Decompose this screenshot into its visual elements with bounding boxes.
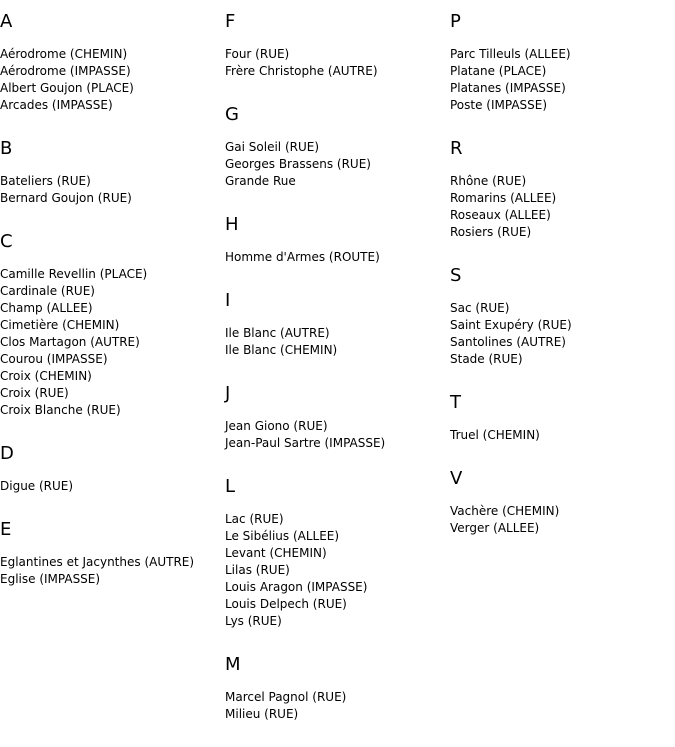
street-list: [0, 173, 225, 207]
street-link[interactable]: Verger (ALLEE): [450, 521, 540, 535]
street-list: [225, 249, 450, 266]
street-list: [225, 139, 450, 190]
street-list: [225, 46, 450, 80]
street-list: [450, 46, 675, 114]
street-link[interactable]: Eglise (IMPASSE): [0, 572, 101, 586]
street-link[interactable]: Champ (ALLEE): [0, 301, 93, 315]
street-list: [225, 511, 450, 630]
street-link[interactable]: Jean-Paul Sartre (IMPASSE): [225, 436, 386, 450]
street-link[interactable]: Arcades (IMPASSE): [0, 98, 113, 112]
street-link[interactable]: Camille Revellin (PLACE): [0, 267, 148, 281]
letter-heading: B: [0, 138, 13, 159]
street-column: [450, 11, 675, 561]
letter-heading: P: [450, 11, 461, 32]
street-list: [0, 46, 225, 114]
street-link[interactable]: Homme d'Armes (ROUTE): [225, 250, 380, 264]
street-link[interactable]: Georges Brassens (RUE): [225, 157, 371, 171]
street-link[interactable]: Jean Giono (RUE): [225, 419, 328, 433]
street-link[interactable]: Four (RUE): [225, 47, 290, 61]
letter-group: [0, 138, 225, 207]
street-link[interactable]: Clos Martagon (AUTRE): [0, 335, 140, 349]
letter-heading: V: [450, 468, 463, 489]
street-link[interactable]: Lac (RUE): [225, 512, 284, 526]
letter-group: [225, 476, 450, 630]
street-link[interactable]: Marcel Pagnol (RUE): [225, 690, 347, 704]
street-link[interactable]: Stade (RUE): [450, 352, 523, 366]
street-link[interactable]: Aérodrome (CHEMIN): [0, 47, 128, 61]
letter-group: [0, 11, 225, 114]
street-link[interactable]: Platanes (IMPASSE): [450, 81, 566, 95]
letter-heading: C: [0, 231, 13, 252]
street-link[interactable]: Lys (RUE): [225, 614, 282, 628]
street-link[interactable]: Poste (IMPASSE): [450, 98, 548, 112]
letter-group: [0, 519, 225, 588]
street-list: [450, 300, 675, 368]
letter-heading: D: [0, 443, 14, 464]
street-link[interactable]: Levant (CHEMIN): [225, 546, 327, 560]
street-link[interactable]: Romarins (ALLEE): [450, 191, 557, 205]
street-link[interactable]: Parc Tilleuls (ALLEE): [450, 47, 571, 61]
street-link[interactable]: Cardinale (RUE): [0, 284, 95, 298]
letter-group: [0, 231, 225, 419]
street-list: [0, 478, 225, 495]
street-list: [225, 418, 450, 452]
street-link[interactable]: Saint Exupéry (RUE): [450, 318, 572, 332]
street-link[interactable]: Ile Blanc (CHEMIN): [225, 343, 338, 357]
letter-group: [225, 11, 450, 80]
street-link[interactable]: Lilas (RUE): [225, 563, 290, 577]
street-list: [225, 325, 450, 359]
letter-group: [450, 138, 675, 241]
letter-heading: A: [0, 11, 13, 32]
street-list: [450, 173, 675, 241]
letter-heading: F: [225, 11, 236, 32]
street-link[interactable]: Santolines (AUTRE): [450, 335, 566, 349]
letter-group: [0, 443, 225, 495]
street-link[interactable]: Aérodrome (IMPASSE): [0, 64, 131, 78]
street-link[interactable]: Croix Blanche (RUE): [0, 403, 121, 417]
street-link[interactable]: Croix (CHEMIN): [0, 369, 92, 383]
letter-heading: E: [0, 519, 12, 540]
street-link[interactable]: Louis Delpech (RUE): [225, 597, 347, 611]
letter-heading: T: [450, 392, 461, 413]
street-link[interactable]: Albert Goujon (PLACE): [0, 81, 134, 95]
street-list: [225, 689, 450, 723]
street-link[interactable]: Truel (CHEMIN): [450, 428, 540, 442]
street-link[interactable]: Grande Rue: [225, 174, 296, 188]
letter-heading: L: [225, 476, 236, 497]
street-list: [450, 427, 675, 444]
street-link[interactable]: Bernard Goujon (RUE): [0, 191, 132, 205]
street-link[interactable]: Bateliers (RUE): [0, 174, 91, 188]
letter-group: [225, 383, 450, 452]
street-link[interactable]: Frère Christophe (AUTRE): [225, 64, 378, 78]
street-list: [0, 266, 225, 419]
letter-group: [225, 214, 450, 266]
street-list: [450, 503, 675, 537]
street-column: [225, 11, 450, 747]
street-link[interactable]: Rhône (RUE): [450, 174, 527, 188]
letter-group: [225, 290, 450, 359]
letter-heading: S: [450, 265, 462, 286]
street-column: [0, 11, 225, 612]
street-link[interactable]: Croix (RUE): [0, 386, 69, 400]
letter-heading: I: [225, 290, 231, 311]
street-list: [0, 554, 225, 588]
street-link[interactable]: Digue (RUE): [0, 479, 74, 493]
street-link[interactable]: Ile Blanc (AUTRE): [225, 326, 330, 340]
street-link[interactable]: Eglantines et Jacynthes (AUTRE): [0, 555, 195, 569]
letter-group: [450, 468, 675, 537]
street-link[interactable]: Rosiers (RUE): [450, 225, 532, 239]
letter-group: [225, 104, 450, 190]
letter-group: [450, 392, 675, 444]
letter-heading: J: [225, 383, 231, 404]
street-link[interactable]: Roseaux (ALLEE): [450, 208, 551, 222]
street-link[interactable]: Cimetière (CHEMIN): [0, 318, 120, 332]
street-link[interactable]: Sac (RUE): [450, 301, 510, 315]
letter-group: [225, 654, 450, 723]
street-link[interactable]: Vachère (CHEMIN): [450, 504, 560, 518]
street-link[interactable]: Courou (IMPASSE): [0, 352, 108, 366]
street-link[interactable]: Le Sibélius (ALLEE): [225, 529, 340, 543]
letter-heading: G: [225, 104, 239, 125]
street-link[interactable]: Milieu (RUE): [225, 707, 299, 721]
street-link[interactable]: Platane (PLACE): [450, 64, 547, 78]
street-link[interactable]: Louis Aragon (IMPASSE): [225, 580, 368, 594]
letter-heading: H: [225, 214, 239, 235]
letter-group: [450, 265, 675, 368]
letter-heading: R: [450, 138, 463, 159]
street-link[interactable]: Gai Soleil (RUE): [225, 140, 320, 154]
letter-heading: M: [225, 654, 241, 675]
letter-group: [450, 11, 675, 114]
